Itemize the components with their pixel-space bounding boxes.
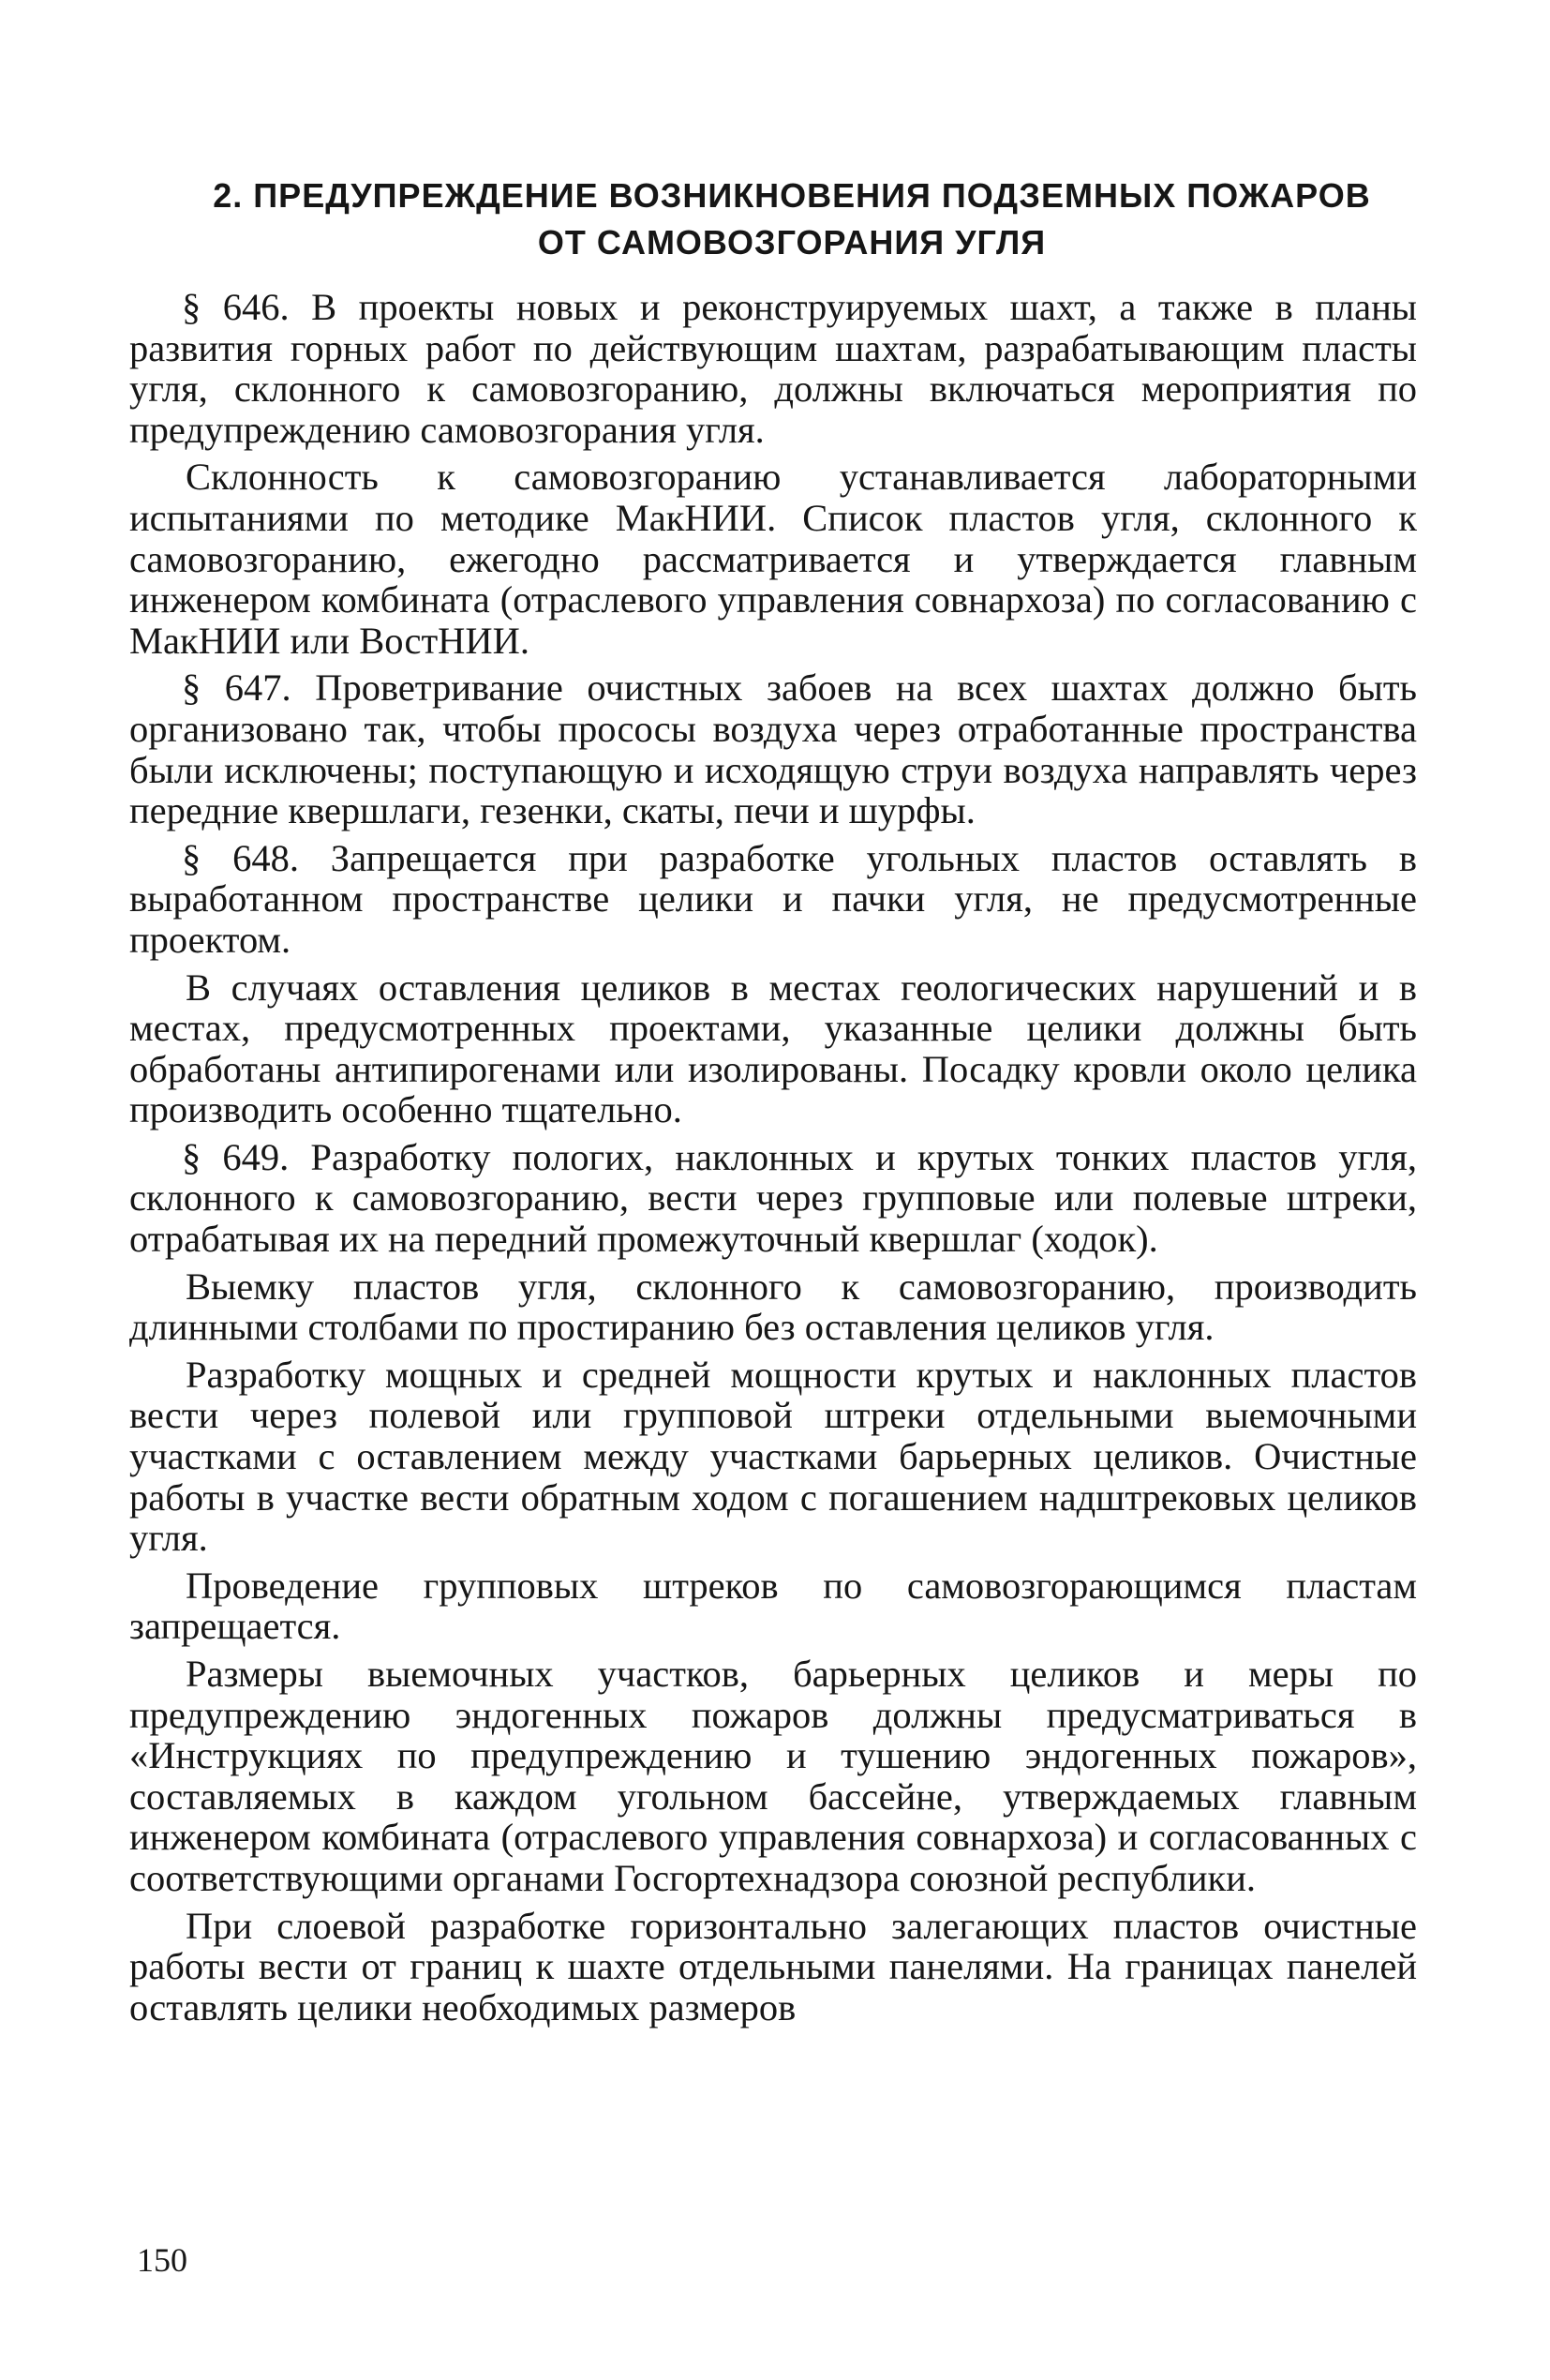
paragraph-649: § 649. Разработку пологих, наклонных и крутых тонких пластов угля, склонного к самовозгоранию, вести через групповые или полевые штреки, отрабатывая их на передний промежуточный квершлаг (ходок). [129,1135,1417,1261]
paragraph: Выемку пластов угля, склонного к самовозгоранию, производить длинными столбами по простиранию без оставления целиков угля. [129,1265,1417,1349]
paragraph-648: § 648. Запрещается при разработке угольных пластов оставлять в выработанном пространстве целики и пачки угля, не предусмотренные проектом. [129,836,1417,961]
page-content [129,172,1417,2034]
paragraph: Проведение групповых штреков по самовозгорающимся пластам запрещается. [129,1564,1417,1648]
paragraph: Размеры выемочных участков, барьерных целиков и меры по предупреждению эндогенных пожаров должны предусматриваться в «Инструкциях по предупреждению и тушению эндогенных пожаров», составляемых в каждом угольном бассейне, утверждаемых главным инженером комбината (отраслевого управления совнархоза) и согласованных с соответствующими органами Госгортехнадзора союзной республики. [129,1653,1417,1899]
paragraph: Разработку мощных и средней мощности крутых и наклонных пластов вести через полевой или групповой штреки отдельными выемочными участками с оставлением между участками барьерных целиков. Очистные работы в участке вести обратным ходом с погашением надштрековых целиков угля. [129,1353,1417,1560]
heading-line-2: ОТ САМОВОЗГОРАНИЯ УГЛЯ [537,223,1047,262]
section-heading [129,172,1417,266]
paragraph: Склонность к самовозгоранию устанавливается лабораторными испытаниями по методике МакНИИ. Список пластов угля, склонного к самовозгоранию, ежегодно рассматривается и утверждается главным инженером комбината (отраслевого управления совнархоза) по согласованию с МакНИИ или ВостНИИ. [129,456,1417,662]
page-number: 150 [137,2241,187,2279]
paragraph: При слоевой разработке горизонтально залегающих пластов очистные работы вести от границ к шахте отдельными панелями. На границах панелей оставлять целики необходимых размеров [129,1904,1417,2028]
body-text [129,287,1417,2028]
paragraph: В случаях оставления целиков в местах геологических нарушений и в местах, предусмотренных проектами, указанные целики должны быть обработаны антипирогенами или изолированы. Посадку кровли около целика производить особенно тщательно. [129,965,1417,1131]
paragraph-647: § 647. Проветривание очистных забоев на всех шахтах должно быть организовано так, чтобы прососы воздуха через отработанные пространства были исключены; поступающую и исходящую струи воздуха направлять через передние квершлаги, гезенки, скаты, печи и шурфы. [129,666,1417,832]
heading-line-1: 2. ПРЕДУПРЕЖДЕНИЕ ВОЗНИКНОВЕНИЯ ПОДЗЕМНЫХ ПОЖАРОВ [213,176,1371,215]
paragraph-646: § 646. В проекты новых и реконструируемых шахт, а также в планы развития горных работ по действующим шахтам, разрабатывающим пласты угля, склонного к самовозгоранию, должны включаться мероприятия по предупреждению самовозгорания угля. [129,286,1417,451]
